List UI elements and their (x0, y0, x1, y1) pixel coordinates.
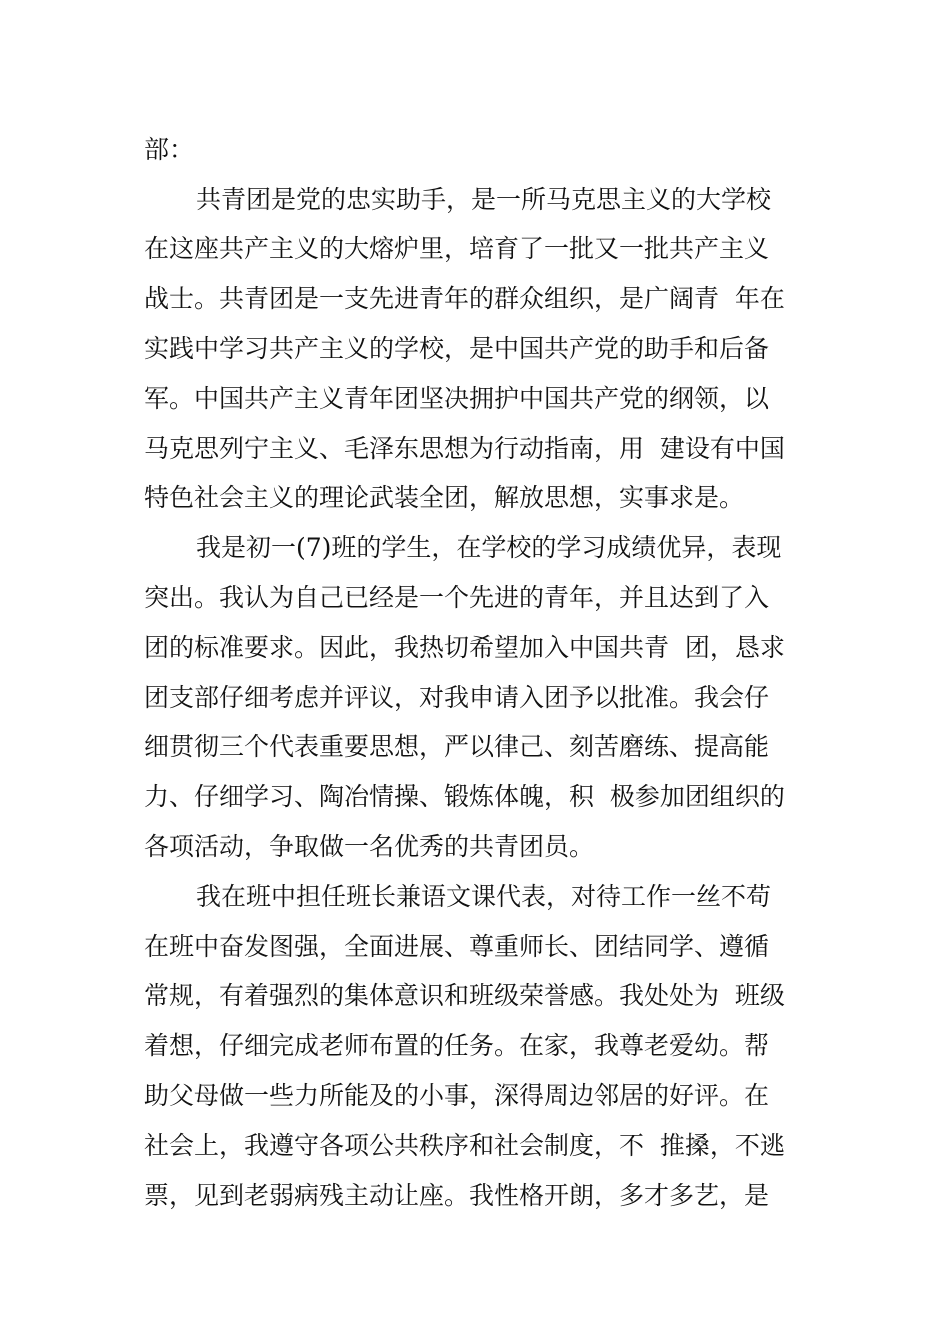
text-line: 助父母做一些力所能及的小事，深得周边邻居的好评。在 (144, 1081, 770, 1110)
text-line: 我在班中担任班长兼语文课代表，对待工作一丝不苟 (196, 882, 772, 911)
text-line: 突出。我认为自己已经是一个先进的青年，并且达到了入 (144, 583, 770, 612)
text-line: 特色社会主义的理论武装全团，解放思想，实事求是。 (144, 483, 745, 512)
text-line: 着想，仔细完成老师布置的任务。在家，我尊老爱幼。帮 (144, 1031, 770, 1060)
text-line: 马克思列宁主义、毛泽东思想为行动指南，用 建设有中国 (144, 434, 785, 463)
text-line: 在这座共产主义的大熔炉里，培育了一批又一批共产主义 (144, 234, 770, 263)
text-line: 常规，有着强烈的集体意识和班级荣誉感。我处处为 班级 (144, 981, 785, 1010)
text-line: 团支部仔细考虑并评议，对我申请入团予以批准。我会仔 (144, 683, 770, 712)
text-line: 各项活动，争取做一名优秀的共青团员。 (144, 832, 595, 861)
text-line: 战士。共青团是一支先进青年的群众组织，是广阔青 年在 (144, 284, 785, 313)
text-line: 在班中奋发图强，全面进展、尊重师长、团结同学、遵循 (144, 932, 770, 961)
text-line: 社会上，我遵守各项公共秩序和社会制度，不 推搡，不逃 (144, 1131, 785, 1160)
text-line: 力、仔细学习、陶冶情操、锻炼体魄，积 极参加团组织的 (144, 782, 785, 811)
text-line: 票，见到老弱病残主动让座。我性格开朗，多才多艺，是 (144, 1181, 770, 1210)
text-line: 细贯彻三个代表重要思想，严以律己、刻苦磨练、提高能 (144, 732, 770, 761)
text-line: 军。中国共产主义青年团坚决拥护中国共产党的纲领，以 (144, 384, 770, 413)
text-line: 部： (144, 135, 195, 164)
text-line: 实践中学习共产主义的学校，是中国共产党的助手和后备 (144, 334, 770, 363)
text-line: 团的标准要求。因此，我热切希望加入中国共青 团，恳求 (144, 633, 785, 662)
text-line: 共青团是党的忠实助手，是一所马克思主义的大学校 (196, 185, 772, 214)
text-line: 我是初一(7)班的学生，在学校的学习成绩优异，表现 (196, 533, 782, 562)
